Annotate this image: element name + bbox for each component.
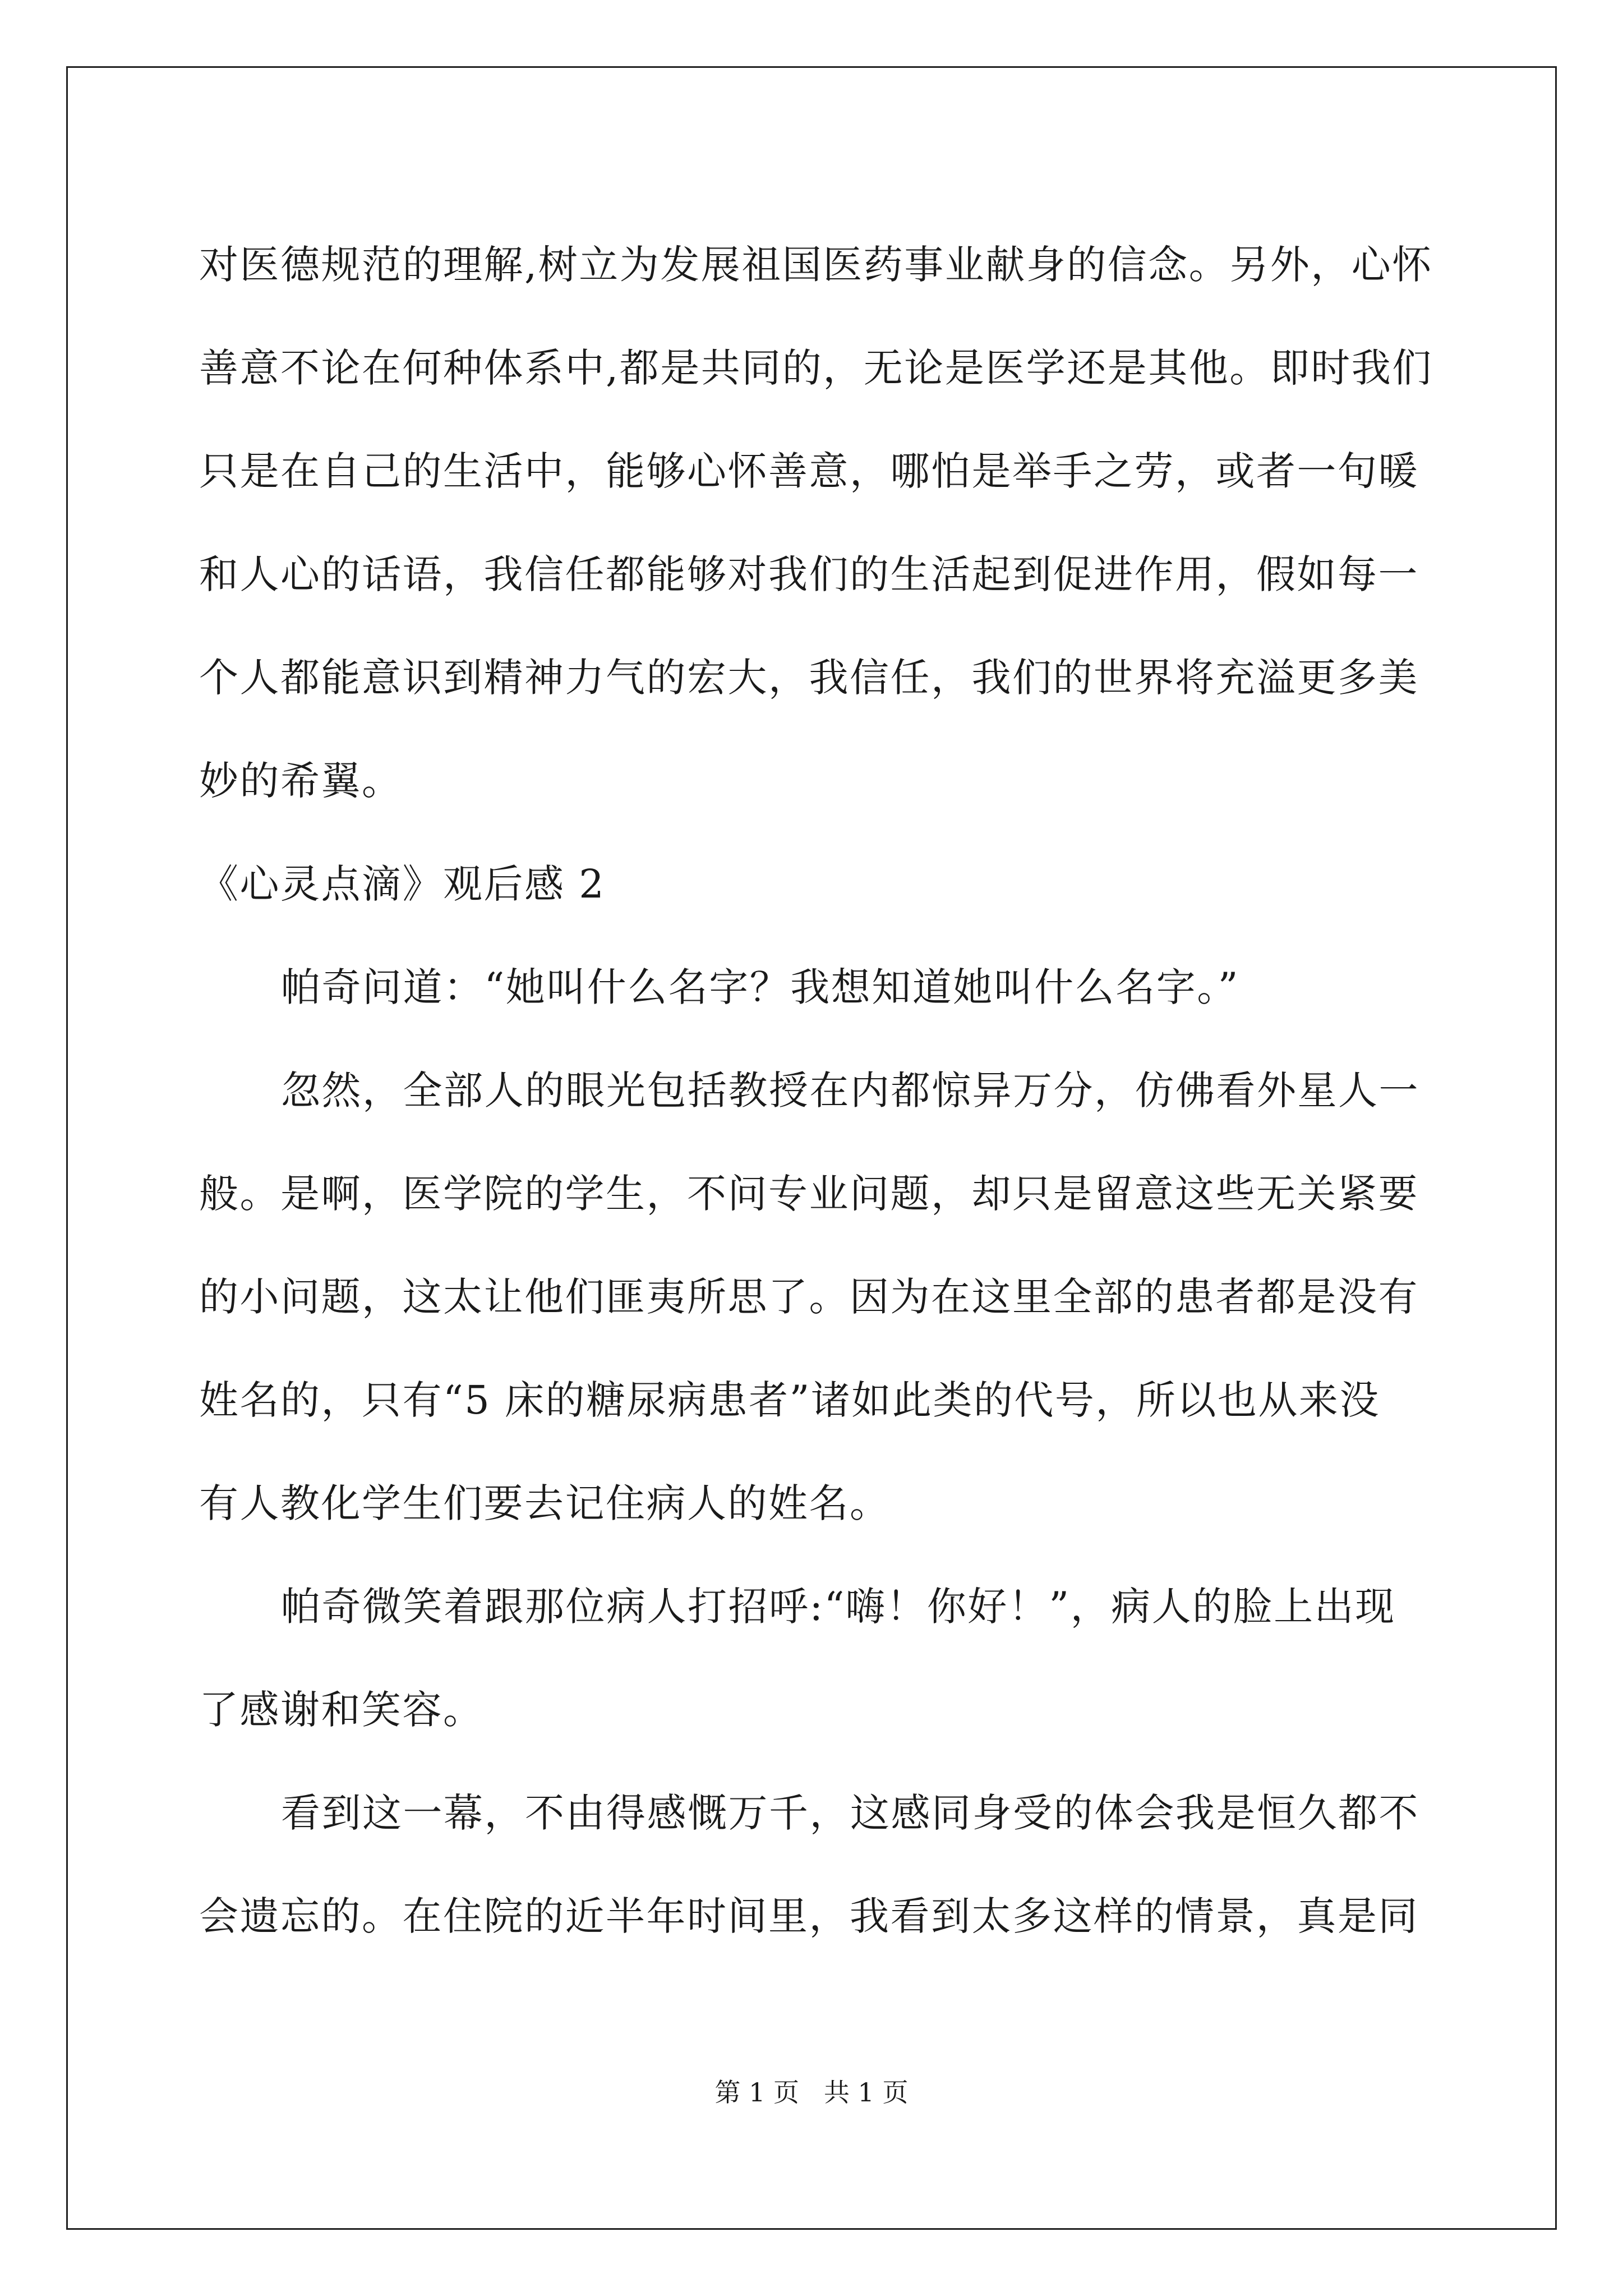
paragraph-line: 忽然，全部人的眼光包括教授在内都惊异万分，仿佛看外星人一 <box>281 1068 1419 1114</box>
document-body <box>199 213 1433 1968</box>
paragraph-line: 会遗忘的。在住院的近半年时间里，我看到太多这样的情景，真是同 <box>199 1893 1419 1939</box>
page-number: 第 1 页 <box>714 2077 800 2108</box>
paragraph-line: 姓名的，只有“5 床的糖尿病患者”诸如此类的代号，所以也从来没 <box>199 1377 1380 1423</box>
footer-spacer <box>799 2077 824 2108</box>
paragraph-line: 善意不论在何种体系中,都是共同的，无论是医学还是其他。即时我们 <box>199 345 1433 391</box>
total-pages: 共 1 页 <box>823 2077 909 2108</box>
paragraph-line: 有人教化学生们要去记住病人的姓名。 <box>199 1480 891 1526</box>
paragraph-line: 的小问题，这太让他们匪夷所思了。因为在这里全部的患者都是没有 <box>199 1274 1419 1320</box>
section-title: 《心灵点滴》观后感 2 <box>199 861 606 907</box>
paragraph-line: 个人都能意识到精神力气的宏大，我信任，我们的世界将充溢更多美 <box>199 655 1419 701</box>
paragraph-line: 和人心的话语，我信任都能够对我们的生活起到促进作用，假如每一 <box>199 551 1419 597</box>
paragraph-line: 帕奇微笑着跟那位病人打招呼:“嗨！你好！”，病人的脸上出现 <box>281 1584 1396 1630</box>
page-footer <box>0 2076 1623 2109</box>
paragraph-line: 了感谢和笑容。 <box>199 1687 484 1733</box>
paragraph-line: 帕奇问道：“她叫什么名字？我想知道她叫什么名字。” <box>281 964 1240 1010</box>
paragraph-line: 只是在自己的生活中，能够心怀善意，哪怕是举手之劳，或者一句暖 <box>199 448 1419 494</box>
paragraph-line: 看到这一幕，不由得感慨万千，这感同身受的体会我是恒久都不 <box>281 1790 1419 1836</box>
paragraph-line: 般。是啊，医学院的学生，不问专业问题，却只是留意这些无关紧要 <box>199 1171 1419 1217</box>
paragraph-line: 妙的希翼。 <box>199 758 403 804</box>
paragraph-line: 对医德规范的理解,树立为发展祖国医药事业献身的信念。另外，心怀 <box>199 242 1433 288</box>
